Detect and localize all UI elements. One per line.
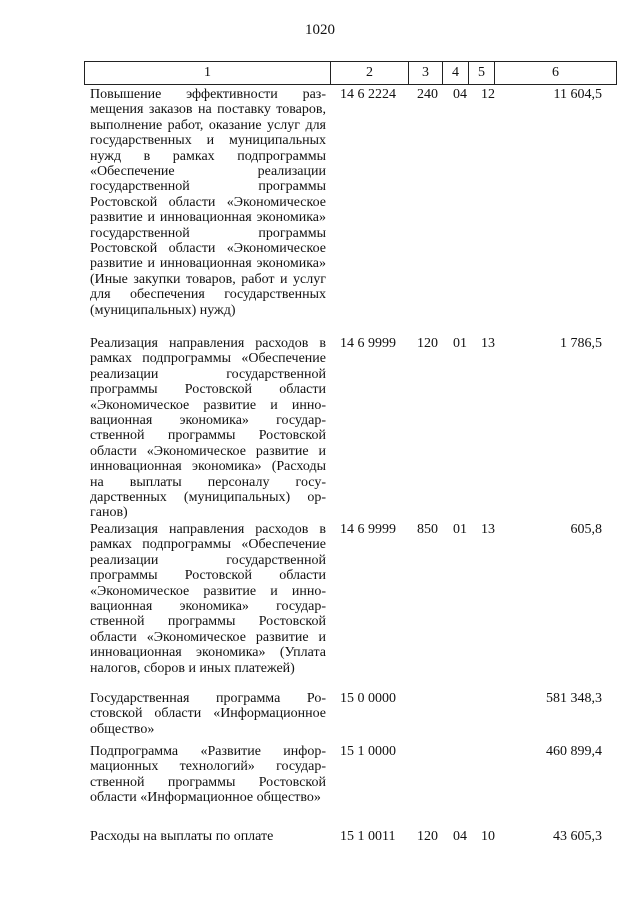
row-description: Реализация направления расходов в рамках подпрограммы «Обеспечение реализации государственной программы Ростовской области «Экономическое развитие и инновационная экономика» государственной программы Ростовской области «Экономическое развитие и инновационная экономика» (Расходы на выплаты персоналу государственных (муниципальных) органов) [90,336,326,521]
row-subsection: 10 [481,829,495,844]
table-row [84,829,616,849]
row-code: 14 6 9999 [340,522,396,537]
row-amount: 460 899,4 [546,744,602,759]
row-code: 15 0 0000 [340,691,396,706]
row-code: 14 6 2224 [340,87,396,102]
row-code: 15 1 0000 [340,744,396,759]
table-header [84,61,617,85]
row-expense-type: 240 [417,87,438,102]
row-amount: 581 348,3 [546,691,602,706]
row-amount: 605,8 [570,522,602,537]
row-description: Реализация направления расходов в рамках подпрограммы «Обеспечение реализации государственной программы Ростовской области «Экономическое развитие и инновационная экономика» государственной программы Ростовской области «Экономическое развитие и инновационная экономика» (Уплата налогов, сборов и иных платежей) [90,522,326,676]
header-col-5: 5 [469,62,495,85]
row-description: Повышение эффективности размещения заказов на поставку товаров, выполнение работ, оказание услуг для государственных и муниципальных нужд в рамках подпрограммы «Обеспечение реализации государственной программы Ростовской области «Экономическое развитие и инновационная экономика» государственной программы Ростовской области «Экономическое развитие и инновационная экономика» (Иные закупки товаров, работ и услуг для обеспечения государственных (муниципальных) нужд) [90,87,326,318]
row-amount: 1 786,5 [560,336,602,351]
table-row [84,336,616,522]
table-row [84,744,616,829]
table-row [84,522,616,691]
row-subsection: 12 [481,87,495,102]
row-code: 15 1 0011 [340,829,396,844]
header-col-6: 6 [495,62,617,85]
header-col-3: 3 [409,62,443,85]
table-row [84,691,616,744]
row-expense-type: 120 [417,336,438,351]
row-description: Государственная программа Ростовской области «Информационное общество» [90,691,326,737]
row-description: Расходы на выплаты по оплате [90,829,274,844]
header-col-1: 1 [85,62,331,85]
row-subsection: 13 [481,522,495,537]
table-body [84,87,616,849]
row-amount: 43 605,3 [553,829,602,844]
page-number: 1020 [305,22,335,38]
header-row [85,62,617,85]
header-col-2: 2 [331,62,409,85]
header-col-4: 4 [443,62,469,85]
row-expense-type: 850 [417,522,438,537]
row-section: 01 [453,522,467,537]
row-section: 04 [453,87,467,102]
row-amount: 11 604,5 [553,87,602,102]
row-subsection: 13 [481,336,495,351]
row-expense-type: 120 [417,829,438,844]
row-code: 14 6 9999 [340,336,396,351]
row-description: Подпрограмма «Развитие информационных технологий» государственной программы Ростовской области «Информационное общество» [90,744,326,806]
row-section: 01 [453,336,467,351]
row-section: 04 [453,829,467,844]
table-row [84,87,616,336]
